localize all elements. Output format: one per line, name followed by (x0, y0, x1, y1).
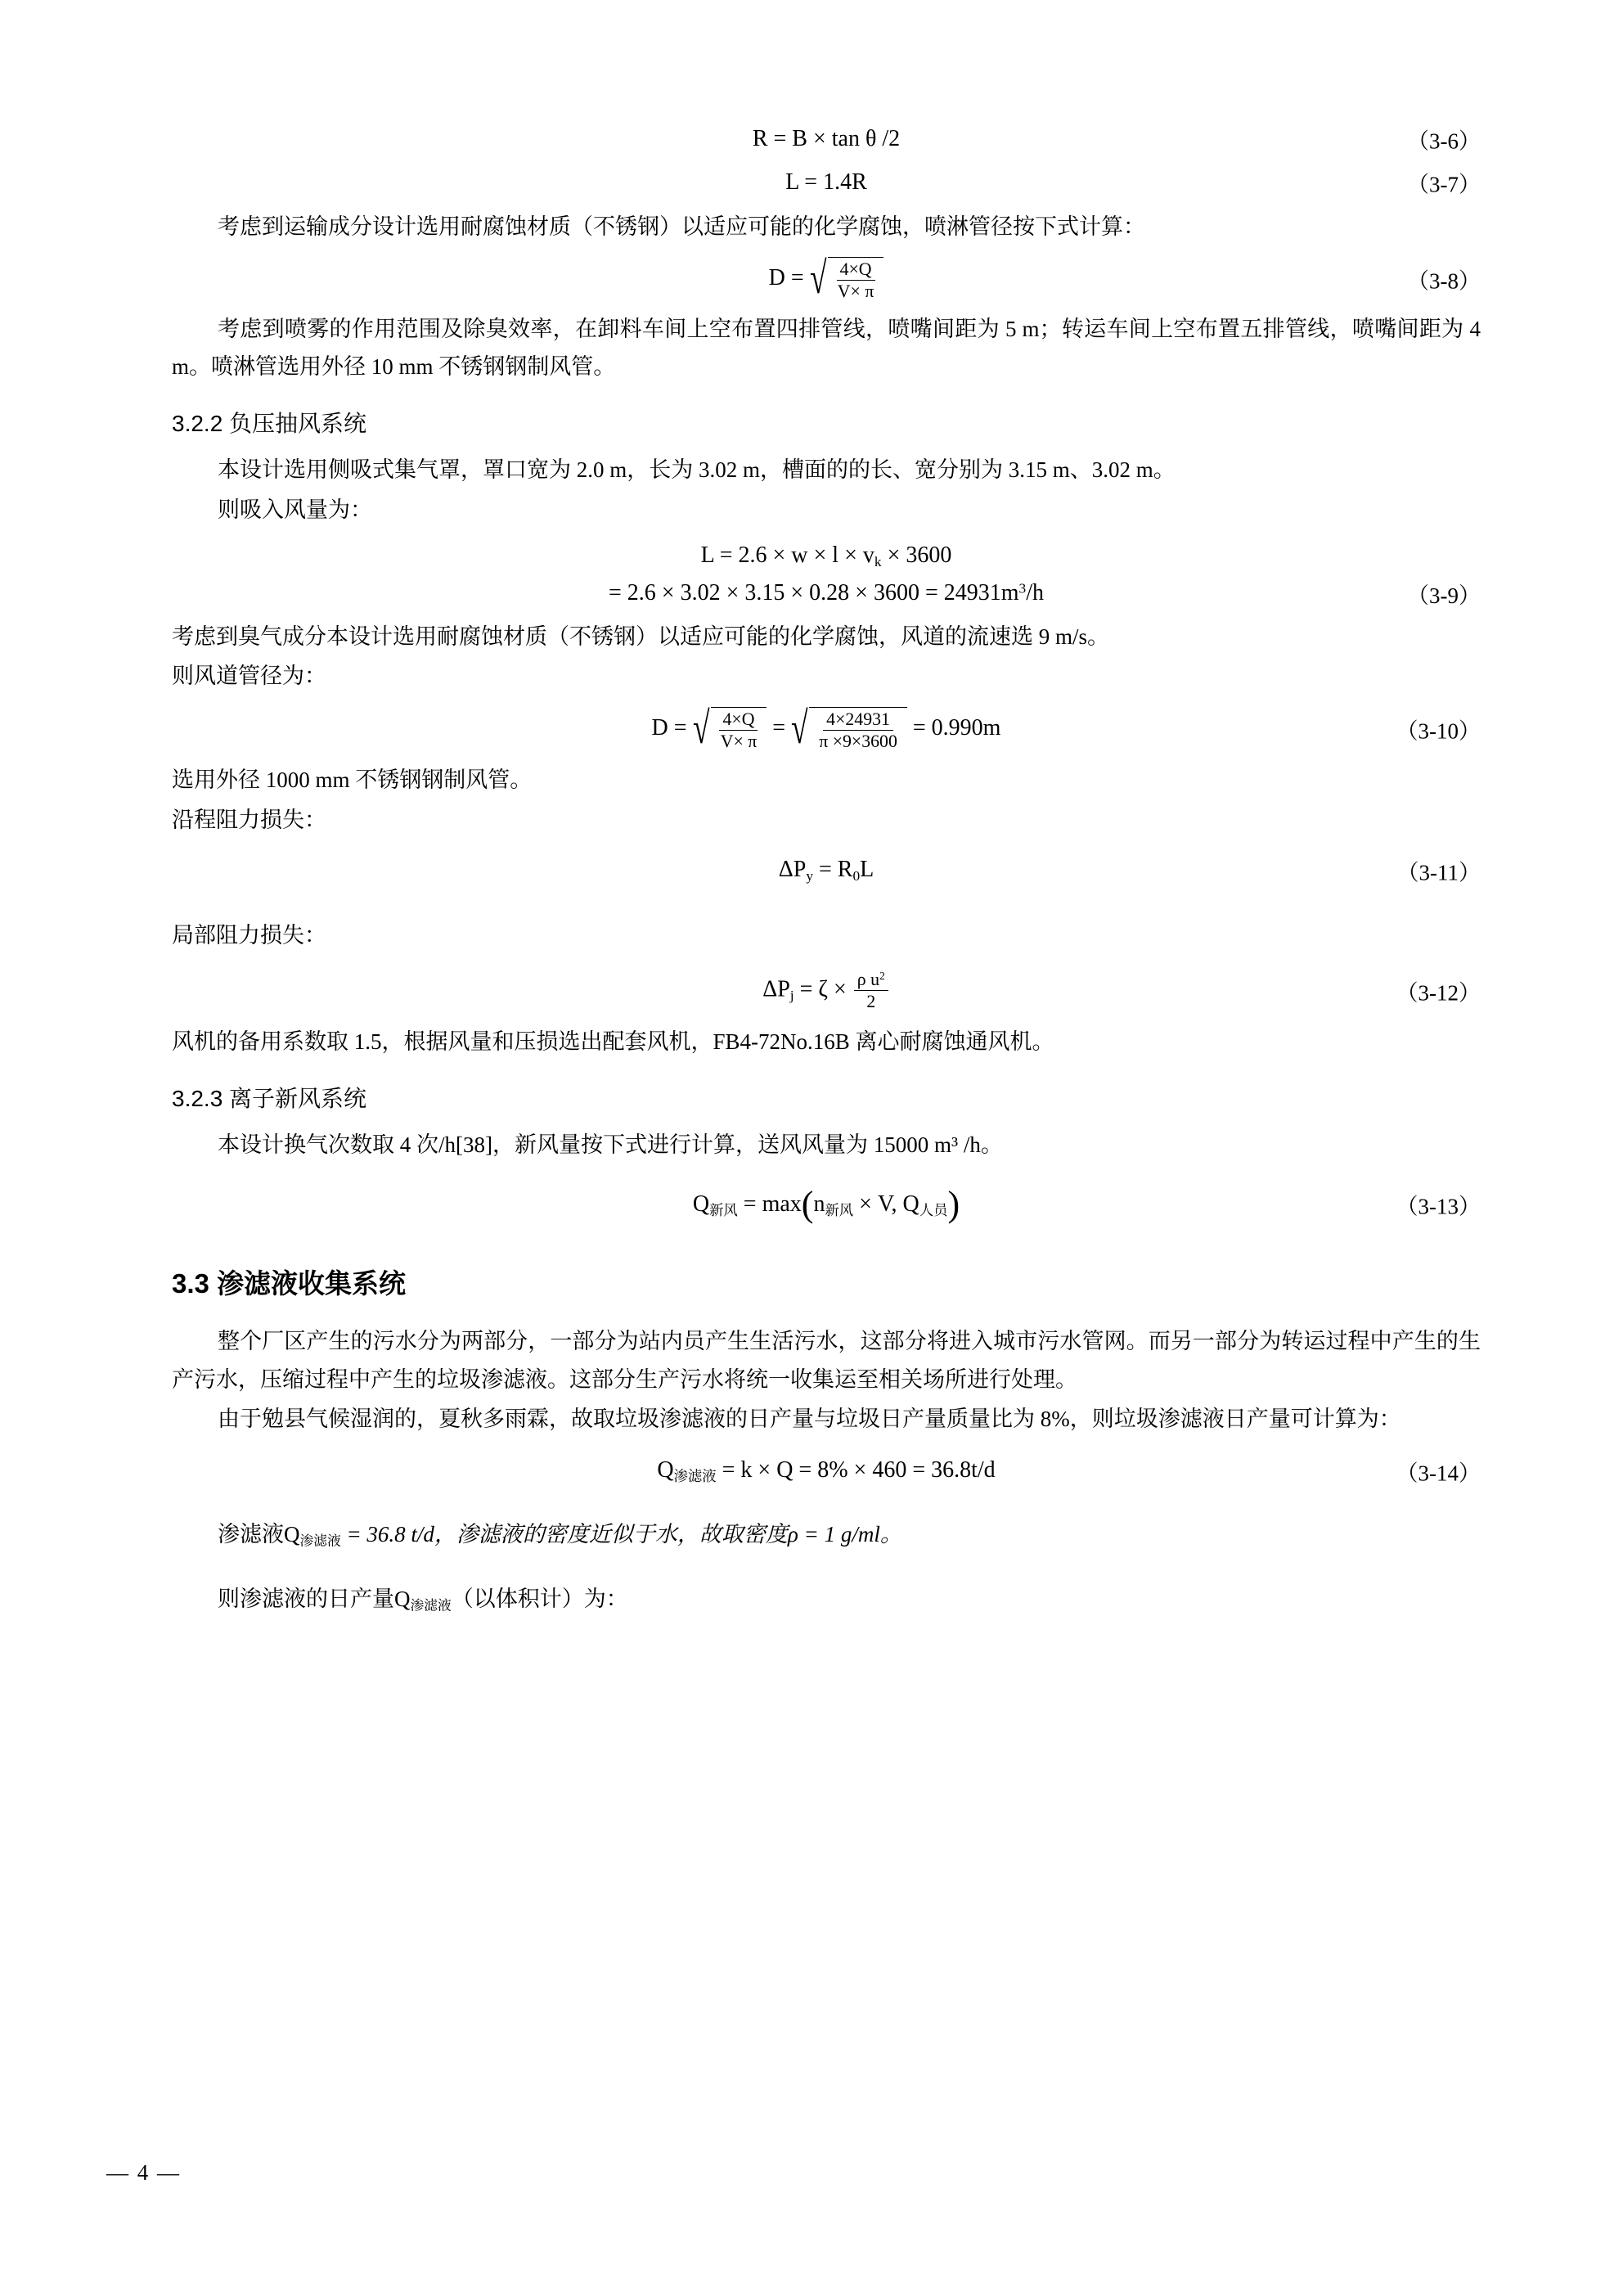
paragraph-leachate-volume-b: （以体积计）为： (451, 1586, 628, 1611)
paragraph-air-change-rate: 本设计换气次数取 4 次/h[38]，新风量按下式进行计算，送风风量为 15000 m³ /h。 (218, 1132, 1003, 1158)
equation-3-13-tag: （3-13） (1396, 1194, 1481, 1219)
equation-3-10-numerator-1: 4×Q (719, 709, 758, 731)
equation-3-8-radicand (828, 257, 884, 302)
paragraph-leachate-volume-label (172, 1580, 1481, 1618)
equation-3-13-lhs-sub: 新风 (709, 1202, 738, 1218)
spacer (172, 1501, 1481, 1515)
heading-3-3: 3.3 渗滤液收集系统 (172, 1268, 407, 1299)
equation-3-13-inner-a: n (813, 1191, 825, 1217)
paragraph-leachate-volume-a: 则渗滤液的日产量Q (218, 1586, 411, 1611)
paragraph-leachate-density (172, 1515, 1481, 1553)
equation-3-9-line2-rest: /h (1026, 580, 1044, 606)
equation-3-14-tag: （3-14） (1396, 1461, 1481, 1486)
equation-3-12-tag: （3-12） (1396, 980, 1481, 1005)
equation-3-8-tag: （3-8） (1407, 268, 1481, 294)
equation-3-9-line2-sup: 3 (1018, 580, 1027, 597)
equation-3-13-lhs: Q (692, 1191, 710, 1217)
equation-3-10-row (172, 702, 1481, 753)
radical-sign-icon: √ (692, 702, 710, 753)
equation-3-6-formula: R = B × tan θ /2 (752, 126, 901, 151)
equation-3-11-formula (172, 852, 1481, 889)
equation-3-14-lhs-sub: 渗滤液 (673, 1469, 717, 1485)
equation-3-9-line1-sub: k (874, 554, 882, 570)
equation-3-9-line2-main: = 2.6 × 3.02 × 3.15 × 0.28 × 3600 = 24931m (609, 580, 1019, 606)
equation-3-8-denominator: V× π (837, 281, 874, 302)
equation-3-8-row (172, 253, 1481, 304)
paragraph-wastewater-split: 整个厂区产生的污水分为两部分，一部分为站内员产生生活污水，这部分将进入城市污水管网。而另一部分为转运过程中产生的生产污水，压缩过程中产生的垃圾渗滤液。这部分生产污水将统一收集运至相关场所进行处理。 (172, 1329, 1481, 1392)
equation-3-7-formula: L = 1.4R (785, 169, 867, 195)
equation-3-11-tag: （3-11） (1396, 860, 1481, 885)
equation-3-10-formula (172, 702, 1481, 753)
heading-3-2-2: 3.2.2 负压抽风系统 (172, 410, 367, 436)
equation-3-11-rhs: L (860, 857, 874, 883)
equation-3-13-paren-left: ( (801, 1183, 814, 1224)
equation-3-10-denominator-2: π ×9×3600 (819, 731, 897, 751)
equation-3-12-formula (172, 970, 1481, 1012)
equation-3-9-line1-main: L = 2.6 × w × l × v (700, 542, 874, 569)
paragraph-leachate-ratio: 由于勉县气候湿润的，夏秋多雨霖，故取垃圾渗滤液的日产量与垃圾日产量质量比为 8%，则垃圾渗滤液日产量可计算为： (218, 1406, 1401, 1431)
page-number: — 4 — (106, 2160, 181, 2185)
paragraph-leachate-density-sub: 渗滤液 (299, 1533, 341, 1549)
paragraph-leachate-density-b: = 36.8 t/d，渗滤液的密度近似于水，故取密度ρ = 1 g/ml。 (340, 1522, 902, 1547)
paragraph-spray-layout: 考虑到喷雾的作用范围及除臭效率，在卸料车间上空布置四排管线，喷嘴间距为 5 m；转运车间上空布置五排管线，喷嘴间距为 4 m。喷淋管选用外径 10 mm 不锈钢钢制风管。 (172, 316, 1481, 380)
equation-3-12-lhs-sub: j (789, 987, 794, 1003)
equation-3-10-sqrt-2 (791, 702, 907, 753)
equation-3-11-mid-sub: 0 (852, 868, 861, 885)
equation-3-12-lhs: ΔP (762, 975, 790, 1002)
spacer (172, 1555, 1481, 1580)
equation-3-12-numerator-sup: 2 (879, 969, 885, 982)
heading-3-2-3: 3.2.3 离子新风系统 (172, 1085, 367, 1111)
equation-3-13-inner-sub: 新风 (825, 1202, 854, 1218)
equation-3-10-fraction-1 (717, 709, 761, 752)
paragraph-duct-diameter-label: 则风道管径为： (172, 664, 326, 689)
equation-3-8-numerator: 4×Q (837, 259, 875, 281)
equation-3-9-line2 (172, 574, 1481, 612)
spacer (172, 902, 1481, 916)
paragraph-hood-dimensions: 本设计选用侧吸式集气罩，罩口宽为 2.0 m，长为 3.02 m，槽面的的长、宽分别为 3.15 m、3.02 m。 (218, 457, 1176, 483)
equation-3-13-paren-right: ) (947, 1183, 960, 1224)
equation-3-9-tag: （3-9） (1407, 583, 1481, 608)
equation-3-12-fraction (854, 970, 888, 1012)
equation-3-10-radicand-1 (711, 707, 767, 752)
equation-3-10-result: = 0.990m (912, 714, 1001, 741)
equation-3-8-formula (172, 253, 1481, 304)
equation-3-11-mid: = R (813, 857, 853, 883)
equation-3-14-rhs: = k × Q = 8% × 460 = 36.8t/d (716, 1457, 996, 1483)
paragraph-duct-material: 考虑到臭气成分本设计选用耐腐蚀材质（不锈钢）以适应可能的化学腐蚀，风道的流速选 9 m/s。 (172, 624, 1110, 649)
equation-3-10-lhs: D = (651, 714, 687, 741)
paragraph-friction-loss-label: 沿程阻力损失： (172, 807, 326, 832)
equation-3-12-numerator-text: ρ u (856, 969, 880, 989)
equation-3-12-mid: = ζ × (794, 975, 847, 1002)
equation-3-13-formula (172, 1176, 1481, 1233)
equation-3-12-denominator: 2 (866, 992, 876, 1011)
equation-3-11-row (172, 852, 1481, 889)
equation-3-13-row (172, 1176, 1481, 1233)
paragraph-suction-airflow-label: 则吸入风量为： (218, 497, 372, 522)
paragraph-leachate-volume-sub: 渗滤液 (410, 1597, 452, 1614)
equation-3-13-inner-b: × V, Q (853, 1191, 919, 1217)
equation-3-6-tag: （3-6） (1407, 128, 1481, 154)
equation-3-9-line1-rest: × 3600 (881, 542, 952, 569)
equation-3-8-lhs: D = (768, 264, 804, 290)
equation-3-11-lhs: ΔP (778, 857, 807, 883)
paragraph-duct-selection: 选用外径 1000 mm 不锈钢钢制风管。 (172, 768, 533, 793)
equation-3-14-lhs: Q (657, 1457, 674, 1483)
equation-3-10-tag: （3-10） (1396, 718, 1481, 744)
equation-3-10-numerator-2: 4×24931 (823, 709, 893, 731)
equation-3-14-row (172, 1452, 1481, 1489)
equation-3-10-fraction-2 (816, 709, 901, 752)
equation-3-10-sqrt-1 (692, 702, 767, 753)
paragraph-leachate-density-a: 渗滤液Q (218, 1522, 300, 1547)
equation-3-8-fraction (834, 259, 878, 302)
paragraph-local-loss-label: 局部阻力损失： (172, 923, 326, 948)
paragraph-spray-pipe-material: 考虑到运输成分设计选用耐腐蚀材质（不锈钢）以适应可能的化学腐蚀，喷淋管径按下式计算： (218, 214, 1145, 239)
equation-3-13-max: = max (737, 1191, 802, 1217)
equation-3-14-formula (172, 1452, 1481, 1489)
equation-3-12-numerator (854, 970, 888, 991)
equation-3-9-row (172, 537, 1481, 612)
equation-3-12-row (172, 970, 1481, 1012)
equation-3-13-inner-sub2: 人员 (919, 1202, 948, 1218)
paragraph-fan-selection: 风机的备用系数取 1.5，根据风量和压损选出配套风机，FB4-72No.16B 离心耐腐蚀通风机。 (172, 1029, 1054, 1055)
equation-3-10-denominator-1: V× π (720, 731, 758, 751)
page-content (172, 121, 1481, 1618)
equation-3-11-lhs-sub: y (806, 868, 813, 885)
radical-sign-icon: √ (809, 253, 827, 304)
equation-3-10-equals: = (772, 714, 786, 741)
equation-3-10-radicand-2 (809, 707, 907, 752)
radical-sign-icon: √ (791, 702, 808, 753)
equation-3-7-tag: （3-7） (1407, 172, 1481, 197)
equation-3-6-row (172, 121, 1481, 158)
equation-3-7-row (172, 164, 1481, 201)
equation-3-8-sqrt (809, 253, 884, 304)
equation-3-9-line1 (172, 537, 1481, 574)
